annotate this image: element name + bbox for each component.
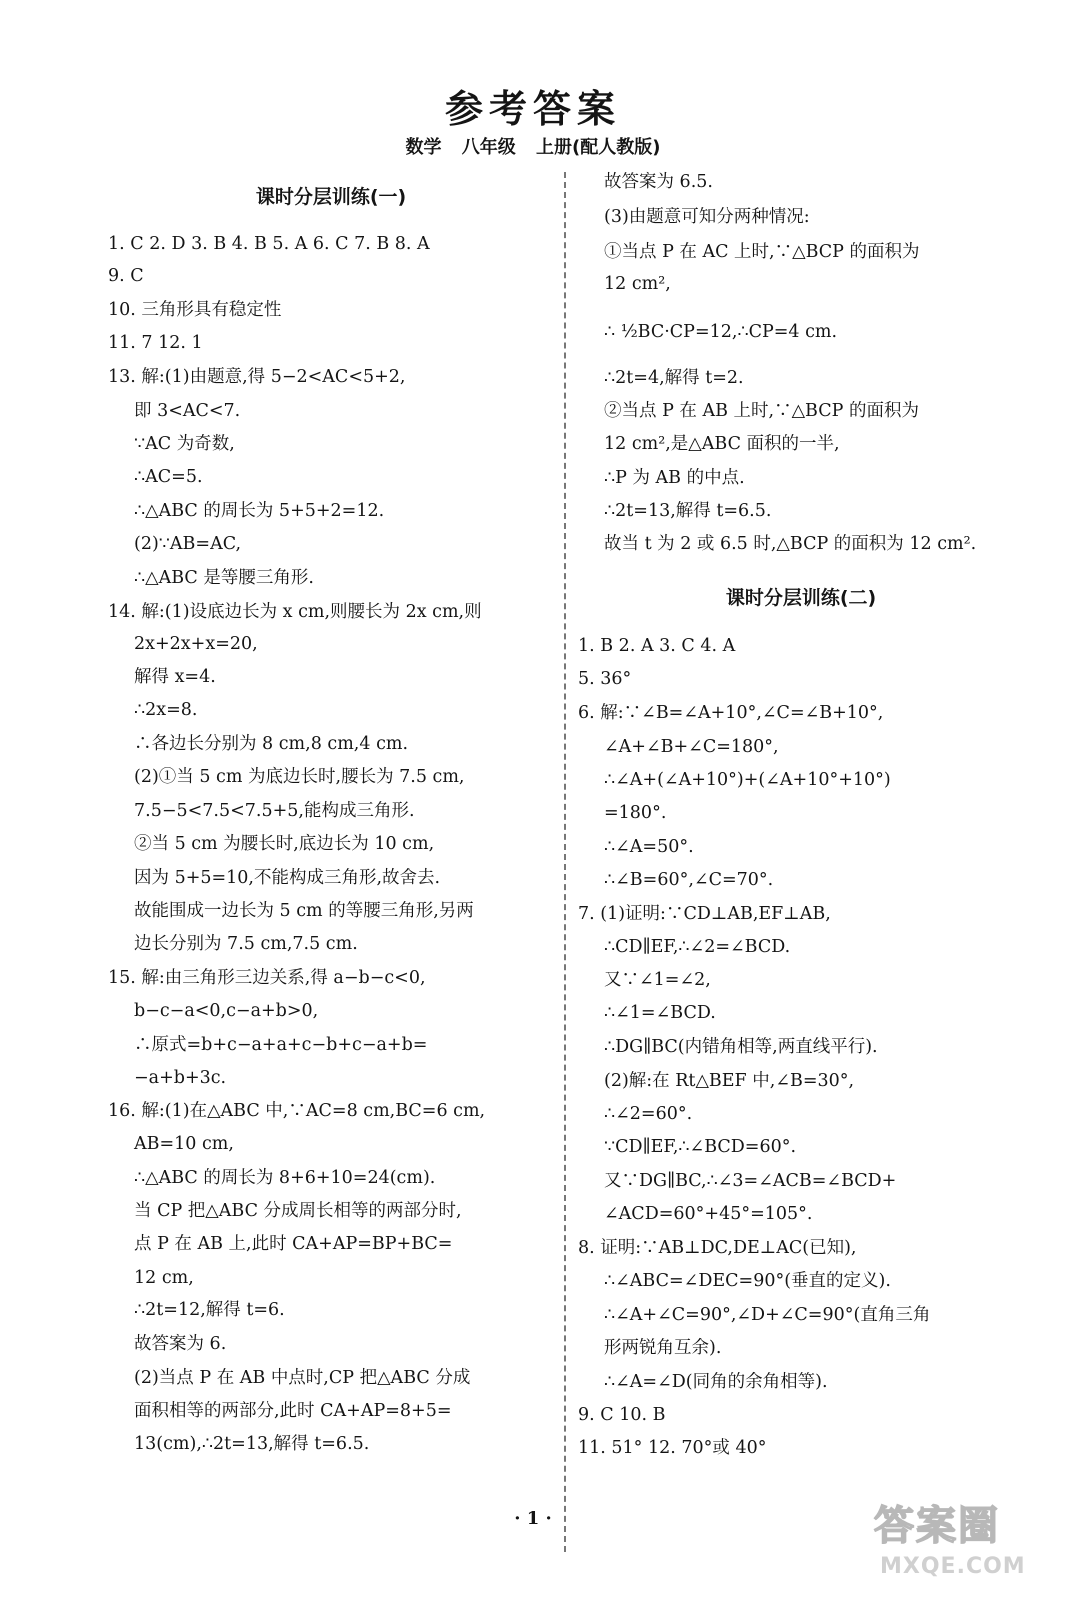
answer-line: 即 3<AC<7. <box>134 401 241 421</box>
answer-line: ∴△ABC 是等腰三角形. <box>134 568 314 588</box>
answer-line: ∴∠A+∠C=90°,∠D+∠C=90°(直角三角 <box>604 1305 931 1325</box>
page-number: · 1 · <box>514 1508 552 1529</box>
answer-line: ∴P 为 AB 的中点. <box>604 468 745 488</box>
answer-line: ∴2t=13,解得 t=6.5. <box>604 501 772 521</box>
answer-line: ∴∠A=∠D(同角的余角相等). <box>604 1372 828 1392</box>
answer-line: ①当点 P 在 AC 上时,∵△BCP 的面积为 <box>604 242 920 262</box>
answer-line: 11. 7 12. 1 <box>108 333 203 353</box>
answer-line: 7. (1)证明:∵CD⊥AB,EF⊥AB, <box>578 904 831 924</box>
answer-line: ∴DG∥BC(内错角相等,两直线平行). <box>604 1037 878 1057</box>
answer-line: 1. C 2. D 3. B 4. B 5. A 6. C 7. B 8. A <box>108 234 430 254</box>
answer-line: ∴CD∥EF,∴∠2=∠BCD. <box>604 937 791 957</box>
answer-line: 点 P 在 AB 上,此时 CA+AP=BP+BC= <box>134 1234 453 1254</box>
watermark <box>872 1488 1052 1588</box>
answer-line: 故能围成一边长为 5 cm 的等腰三角形,另两 <box>134 901 474 921</box>
answer-line: ∴原式=b+c−a+a+c−b+c−a+b= <box>134 1035 428 1055</box>
answer-line: 当 CP 把△ABC 分成周长相等的两部分时, <box>134 1201 462 1221</box>
answer-line: (2)解:在 Rt△BEF 中,∠B=30°, <box>604 1071 855 1091</box>
answer-line: ②当点 P 在 AB 上时,∵△BCP 的面积为 <box>604 401 919 421</box>
answer-line: 12 cm, <box>134 1268 194 1288</box>
answer-line: 又∵∠1=∠2, <box>604 970 711 990</box>
section-heading: 课时分层训练(二) <box>725 587 877 609</box>
answer-line: 10. 三角形具有稳定性 <box>108 300 282 320</box>
answer-line: 15. 解:由三角形三边关系,得 a−b−c<0, <box>108 968 426 988</box>
answer-line: ∠A+∠B+∠C=180°, <box>604 737 779 757</box>
answer-line: ∴∠B=60°,∠C=70°. <box>604 870 774 890</box>
answer-line: 7.5−5<7.5<7.5+5,能构成三角形. <box>134 801 415 821</box>
watermark-logo: 答案圈 <box>874 1503 1000 1549</box>
column-divider <box>564 172 566 1552</box>
answer-line: (3)由题意可知分两种情况: <box>604 207 810 227</box>
answer-line: AB=10 cm, <box>134 1134 234 1154</box>
answer-line: b−c−a<0,c−a+b>0, <box>134 1001 319 1021</box>
answer-line: 故答案为 6.5. <box>604 172 713 192</box>
page-subtitle: 数学 八年级 上册(配人教版) <box>405 137 661 158</box>
answer-line: ∴2t=12,解得 t=6. <box>134 1300 285 1320</box>
answer-line: ∵AC 为奇数, <box>134 434 235 454</box>
answer-line: ∵CD∥EF,∴∠BCD=60°. <box>604 1137 797 1157</box>
answer-line: 12 cm², <box>604 274 671 294</box>
answer-line: 11. 51° 12. 70°或 40° <box>578 1438 767 1458</box>
answer-line: ∴∠A=50°. <box>604 837 694 857</box>
answer-line: ∴2t=4,解得 t=2. <box>604 368 744 388</box>
answer-line: ∴各边长分别为 8 cm,8 cm,4 cm. <box>134 734 409 754</box>
answer-line: 边长分别为 7.5 cm,7.5 cm. <box>134 934 358 954</box>
answer-line: 16. 解:(1)在△ABC 中,∵AC=8 cm,BC=6 cm, <box>108 1101 486 1121</box>
answer-line: =180°. <box>604 803 667 823</box>
section-heading: 课时分层训练(一) <box>255 186 407 208</box>
answer-line: 5. 36° <box>578 669 632 689</box>
answer-line: ∴∠ABC=∠DEC=90°(垂直的定义). <box>604 1271 891 1291</box>
answer-line: 故当 t 为 2 或 6.5 时,△BCP 的面积为 12 cm². <box>604 534 977 554</box>
answer-line: (2)当点 P 在 AB 中点时,CP 把△ABC 分成 <box>134 1368 471 1388</box>
answer-line: (2)①当 5 cm 为底边长时,腰长为 7.5 cm, <box>134 767 465 787</box>
answer-line: ∴∠2=60°. <box>604 1104 693 1124</box>
answer-line: ∠ACD=60°+45°=105°. <box>604 1204 813 1224</box>
answer-line: ∴∠A+(∠A+10°)+(∠A+10°+10°) <box>604 770 891 790</box>
answer-line: (2)∵AB=AC, <box>134 534 242 554</box>
answer-line: ∴2x=8. <box>134 700 198 720</box>
answer-line: 12 cm²,是△ABC 面积的一半, <box>604 434 840 454</box>
answer-line: 6. 解:∵∠B=∠A+10°,∠C=∠B+10°, <box>578 703 884 723</box>
answer-line: ②当 5 cm 为腰长时,底边长为 10 cm, <box>134 834 435 854</box>
answer-line: −a+b+3c. <box>134 1068 227 1088</box>
answer-line: 解得 x=4. <box>134 667 216 687</box>
answer-line: 14. 解:(1)设底边长为 x cm,则腰长为 2x cm,则 <box>108 602 482 622</box>
page-title: 参考答案 <box>444 87 621 131</box>
answer-line: ∴△ABC 的周长为 8+6+10=24(cm). <box>134 1168 436 1188</box>
answer-line: 9. C <box>108 266 144 286</box>
answer-line: ∴AC=5. <box>134 467 203 487</box>
answer-line: 面积相等的两部分,此时 CA+AP=8+5= <box>134 1401 452 1421</box>
answer-line: 2x+2x+x=20, <box>134 634 258 654</box>
answer-line: 1. B 2. A 3. C 4. A <box>578 636 736 656</box>
answer-line: 13(cm),∴2t=13,解得 t=6.5. <box>134 1434 370 1454</box>
answer-line: 因为 5+5=10,不能构成三角形,故舍去. <box>134 868 441 888</box>
answer-line: ∴△ABC 的周长为 5+5+2=12. <box>134 501 385 521</box>
answer-line: 故答案为 6. <box>134 1334 227 1354</box>
watermark-site: MXQE.COM <box>880 1554 1026 1579</box>
answer-line: ∴ ½BC·CP=12,∴CP=4 cm. <box>604 322 838 342</box>
answer-line: 9. C 10. B <box>578 1405 666 1425</box>
answer-line: 8. 证明:∵AB⊥DC,DE⊥AC(已知), <box>578 1238 857 1258</box>
answer-line: 13. 解:(1)由题意,得 5−2<AC<5+2, <box>108 367 406 387</box>
answer-line: 又∵DG∥BC,∴∠3=∠ACB=∠BCD+ <box>604 1171 897 1191</box>
answer-line: ∴∠1=∠BCD. <box>604 1003 716 1023</box>
answer-line: 形两锐角互余). <box>604 1338 722 1358</box>
